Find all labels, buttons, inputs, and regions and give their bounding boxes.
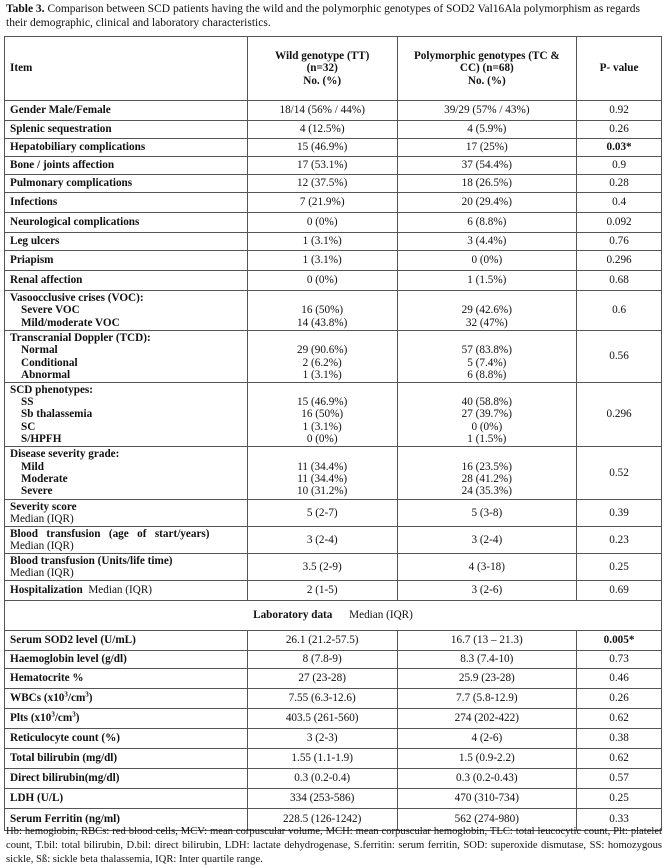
header-poly: Polymorphic genotypes (TC & CC) (n=68) No. (%) [397, 37, 577, 101]
table-row [5, 233, 662, 251]
p-value: 0.68 [577, 271, 662, 291]
p-value: 0.296 [577, 383, 662, 447]
poly-value: 4 (3-18) [397, 554, 577, 581]
table-row-voc [5, 291, 662, 331]
p-value: 0.33 [577, 809, 662, 831]
p-value: 0.28 [577, 175, 662, 193]
p-value: 0.56 [577, 331, 662, 383]
row-label: SCD phenotypes: SS Sb thalassemia SC S/HPFH [5, 383, 248, 447]
table-row [5, 789, 662, 809]
wild-value: 17 (53.1%) [247, 157, 397, 175]
comparison-table [4, 36, 662, 831]
p-value: 0.296 [577, 251, 662, 271]
p-value: 0.092 [577, 213, 662, 233]
p-value: 0.005* [577, 631, 662, 651]
table-row [5, 175, 662, 193]
wild-value: 29 (90.6%) 2 (6.2%) 1 (3.1%) [247, 331, 397, 383]
p-value: 0.6 [577, 291, 662, 331]
wild-value: 7.55 (6.3-12.6) [247, 689, 397, 709]
poly-value: 57 (83.8%) 5 (7.4%) 6 (8.8%) [397, 331, 577, 383]
poly-value: 18 (26.5%) [397, 175, 577, 193]
poly-value: 4 (5.9%) [397, 121, 577, 139]
row-label: Blood transfusion (age of start/years) Median (IQR) [5, 527, 248, 554]
p-value: 0.38 [577, 729, 662, 749]
row-label: Haemoglobin level (g/dl) [5, 651, 248, 669]
table-row [5, 500, 662, 527]
p-value: 0.46 [577, 669, 662, 689]
row-label: Severity score Median (IQR) [5, 500, 248, 527]
table-row [5, 193, 662, 213]
poly-value: 29 (42.6%) 32 (47%) [397, 291, 577, 331]
wild-value: 18/14 (56% / 44%) [247, 101, 397, 121]
row-label: Reticulocyte count (%) [5, 729, 248, 749]
wild-value: 7 (21.9%) [247, 193, 397, 213]
p-value: 0.26 [577, 689, 662, 709]
table-row-phenotypes [5, 383, 662, 447]
poly-value: 3 (2-6) [397, 581, 577, 601]
p-value: 0.25 [577, 789, 662, 809]
row-label: Direct bilirubin(mg/dl) [5, 769, 248, 789]
table-row [5, 769, 662, 789]
p-value: 0.4 [577, 193, 662, 213]
row-label: Renal affection [5, 271, 248, 291]
poly-value: 40 (58.8%) 27 (39.7%) 0 (0%) 1 (1.5%) [397, 383, 577, 447]
table-label: Table 3. [6, 3, 45, 15]
row-label: Vasoocclusive crises (VOC): Severe VOC Mild/moderate VOC [5, 291, 248, 331]
poly-value: 1 (1.5%) [397, 271, 577, 291]
wild-value: 12 (37.5%) [247, 175, 397, 193]
wild-value: 26.1 (21.2-57.5) [247, 631, 397, 651]
table-row [5, 101, 662, 121]
wild-value: 3.5 (2-9) [247, 554, 397, 581]
row-label: Infections [5, 193, 248, 213]
poly-value: 274 (202-422) [397, 709, 577, 729]
wild-value: 0.3 (0.2-0.4) [247, 769, 397, 789]
table-row [5, 213, 662, 233]
poly-value: 6 (8.8%) [397, 213, 577, 233]
p-value: 0.03* [577, 139, 662, 157]
poly-value: 16 (23.5%) 28 (41.2%) 24 (35.3%) [397, 447, 577, 500]
header-item: Item [5, 37, 248, 101]
table-row [5, 729, 662, 749]
poly-value: 1.5 (0.9-2.2) [397, 749, 577, 769]
table-row [5, 631, 662, 651]
poly-value: 25.9 (23-28) [397, 669, 577, 689]
wild-value: 27 (23-28) [247, 669, 397, 689]
row-label: Hematocrite % [5, 669, 248, 689]
wild-value: 4 (12.5%) [247, 121, 397, 139]
header-p: P- value [577, 37, 662, 101]
table-row [5, 709, 662, 729]
row-label: Priapism [5, 251, 248, 271]
table-row [5, 251, 662, 271]
wild-value: 1.55 (1.1-1.9) [247, 749, 397, 769]
table-row [5, 554, 662, 581]
lab-title: Laboratory data [253, 609, 333, 622]
table-row [5, 581, 662, 601]
table-row-severity-grade [5, 447, 662, 500]
row-label: Leg ulcers [5, 233, 248, 251]
poly-value: 8.3 (7.4-10) [397, 651, 577, 669]
p-value: 0.62 [577, 709, 662, 729]
p-value: 0.39 [577, 500, 662, 527]
poly-value: 3 (4.4%) [397, 233, 577, 251]
poly-value: 5 (3-8) [397, 500, 577, 527]
table-row [5, 157, 662, 175]
row-label: Transcranial Doppler (TCD): Normal Conditional Abnormal [5, 331, 248, 383]
table-row [5, 669, 662, 689]
p-value: 0.26 [577, 121, 662, 139]
wild-value: 8 (7.8-9) [247, 651, 397, 669]
table-header-row [5, 37, 662, 101]
row-label: Splenic sequestration [5, 121, 248, 139]
poly-value: 0 (0%) [397, 251, 577, 271]
row-label: Blood transfusion (Units/life time) Median (IQR) [5, 554, 248, 581]
poly-value: 16.7 (13 – 21.3) [397, 631, 577, 651]
wild-value: 0 (0%) [247, 271, 397, 291]
row-label: WBCs $(x10^3/cm^3)$ [5, 689, 248, 709]
row-label: LDH (U/L) [5, 789, 248, 809]
p-value: 0.52 [577, 447, 662, 500]
poly-value: 4 (2-6) [397, 729, 577, 749]
lab-subtitle: Median (IQR) [349, 609, 413, 622]
poly-value: 562 (274-980) [397, 809, 577, 831]
wild-value: 5 (2-7) [247, 500, 397, 527]
table-row [5, 271, 662, 291]
wild-value: 3 (2-3) [247, 729, 397, 749]
poly-value: 0.3 (0.2-0.43) [397, 769, 577, 789]
caption-text: Comparison between SCD patients having the wild and the polymorphic genotypes of SOD2 Val16Ala polymorphism as regards their demographic, clinical and laboratory characteristics. [6, 3, 641, 29]
poly-value: 37 (54.4%) [397, 157, 577, 175]
wild-value: 3 (2-4) [247, 527, 397, 554]
wild-value: 1 (3.1%) [247, 233, 397, 251]
table-row [5, 527, 662, 554]
row-label: Disease severity grade: Mild Moderate Severe [5, 447, 248, 500]
p-value: 0.25 [577, 554, 662, 581]
row-label: Bone / joints affection [5, 157, 248, 175]
table-footnote: Hb: hemoglobin, RBCs: red blood cells, MCV: mean corpuscular volume, MCH: mean corpuscular hemoglobin, TLC: total leucocytic count, Plt: platelet count, T.bil: total bilirubin, D.bil: direct bilirubin, LDH: lactate dehydrogenase, S.ferritin: serum ferritin, SOD: superoxide dismutase, SS: homozygous sickle, Sß: sickle beta thalassemia, IQR: Inter quartile range. [6, 826, 662, 865]
wild-value: 228.5 (126-1242) [247, 809, 397, 831]
table-row [5, 749, 662, 769]
wild-value: 15 (46.9%) [247, 139, 397, 157]
row-label: Neurological complications [5, 213, 248, 233]
poly-value: 20 (29.4%) [397, 193, 577, 213]
poly-value: 470 (310-734) [397, 789, 577, 809]
p-value: 0.76 [577, 233, 662, 251]
p-value: 0.9 [577, 157, 662, 175]
table-caption [6, 2, 660, 30]
row-label: Plts $(x10^3/cm^3)$ [5, 709, 248, 729]
row-label: Total bilirubin (mg/dl) [5, 749, 248, 769]
row-label: Pulmonary complications [5, 175, 248, 193]
row-label: Gender Male/Female [5, 101, 248, 121]
p-value: 0.23 [577, 527, 662, 554]
row-label: Serum SOD2 level (U/mL) [5, 631, 248, 651]
poly-value: 39/29 (57% / 43%) [397, 101, 577, 121]
wild-value: 2 (1-5) [247, 581, 397, 601]
wild-value: 1 (3.1%) [247, 251, 397, 271]
table-row-tcd [5, 331, 662, 383]
table-row [5, 689, 662, 709]
table-row [5, 121, 662, 139]
p-value: 0.73 [577, 651, 662, 669]
p-value: 0.92 [577, 101, 662, 121]
row-label: Hospitalization Median (IQR) [5, 581, 248, 601]
wild-value: 403.5 (261-560) [247, 709, 397, 729]
poly-value: 3 (2-4) [397, 527, 577, 554]
row-label: Serum Ferritin (ng/ml) [5, 809, 248, 831]
p-value: 0.62 [577, 749, 662, 769]
wild-value: 11 (34.4%) 11 (34.4%) 10 (31.2%) [247, 447, 397, 500]
table-row [5, 139, 662, 157]
poly-value: 17 (25%) [397, 139, 577, 157]
row-label: Hepatobiliary complications [5, 139, 248, 157]
lab-section-header [5, 601, 662, 631]
wild-value: 15 (46.9%) 16 (50%) 1 (3.1%) 0 (0%) [247, 383, 397, 447]
table-row [5, 651, 662, 669]
wild-value: 0 (0%) [247, 213, 397, 233]
wild-value: 334 (253-586) [247, 789, 397, 809]
p-value: 0.57 [577, 769, 662, 789]
wild-value: 16 (50%) 14 (43.8%) [247, 291, 397, 331]
poly-value: 7.7 (5.8-12.9) [397, 689, 577, 709]
header-wild: Wild genotype (TT) (n=32) No. (%) [247, 37, 397, 101]
p-value: 0.69 [577, 581, 662, 601]
